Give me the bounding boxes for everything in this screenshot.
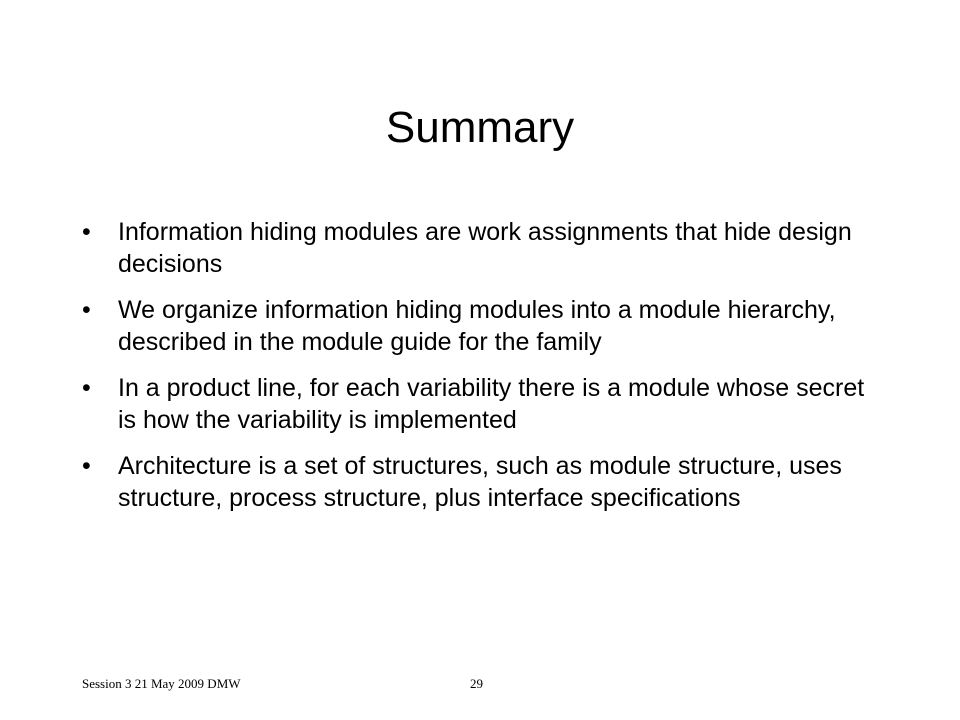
bullet-item [82,372,882,436]
bullet-icon: • [82,296,91,324]
bullet-list [82,216,882,528]
slide-title: Summary [385,103,575,152]
bullet-text: Architecture is a set of structures, such as module structure, uses structure, process structure, plus interface specifications [118,452,842,512]
bullet-text: Information hiding modules are work assignments that hide design decisions [118,218,852,278]
bullet-text: In a product line, for each variability there is a module whose secret is how the variability is implemented [118,374,865,434]
footer-session-info: Session 3 21 May 2009 DMW [82,676,241,691]
bullet-item [82,294,882,358]
bullet-item [82,216,882,280]
bullet-item [82,450,882,514]
bullet-text: We organize information hiding modules into a module hierarchy, described in the module guide for the family [118,296,836,356]
bullet-icon: • [82,452,91,480]
footer-page-number: 29 [470,676,483,691]
bullet-icon: • [82,218,91,246]
bullet-icon: • [82,374,91,402]
